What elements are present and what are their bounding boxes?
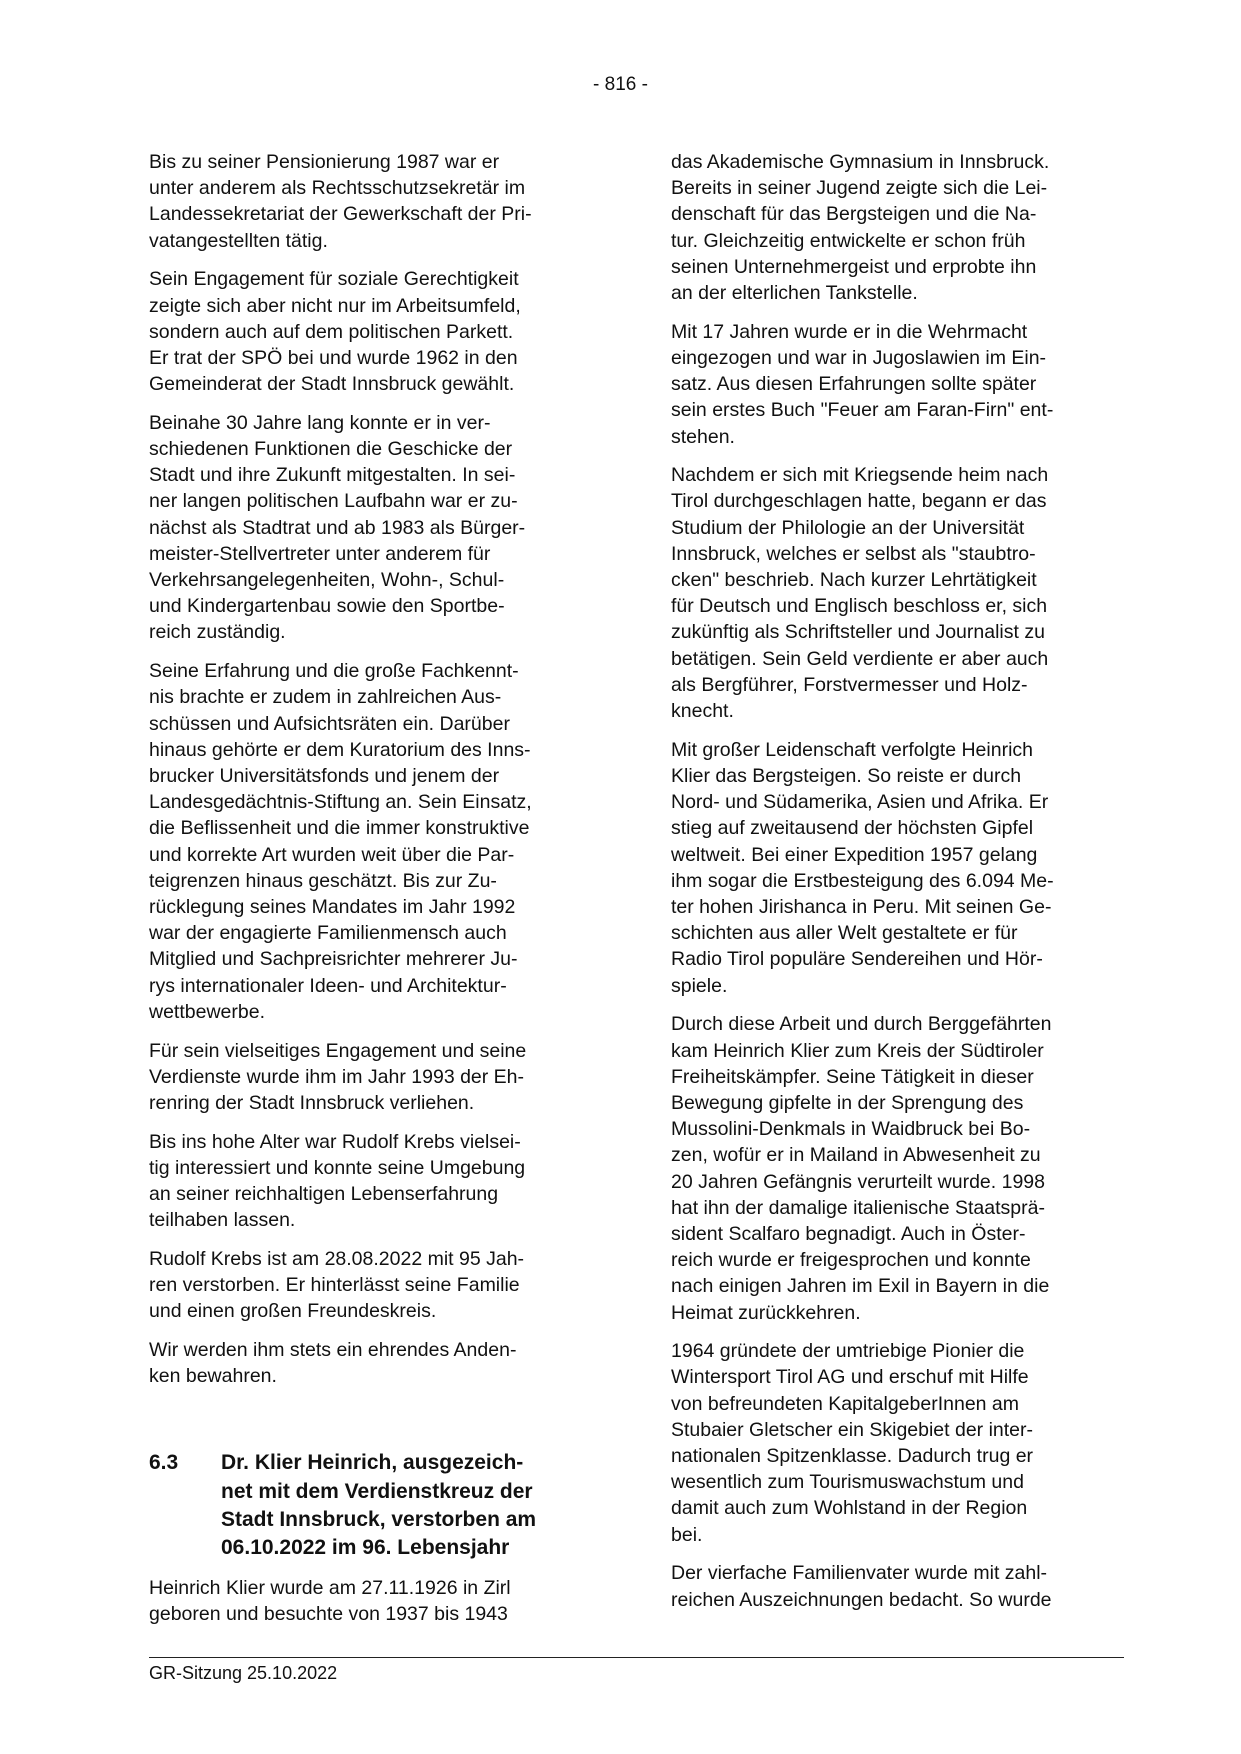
paragraph — [149, 1246, 599, 1325]
footer-divider — [149, 1657, 1124, 1658]
text-line: für Deutsch und Englisch beschloss er, sich — [671, 595, 1048, 618]
paragraph — [149, 1038, 599, 1117]
paragraph — [149, 266, 599, 397]
text-line: Innsbruck, welches er selbst als "staubtro- — [671, 542, 1036, 565]
text-line: Sein Engagement für soziale Gerechtigkeit — [149, 268, 519, 291]
text-line: zen, wofür er in Mailand in Abwesenheit zu — [671, 1144, 1041, 1167]
text-line: Bis zu seiner Pensionierung 1987 war er — [149, 151, 500, 173]
text-line: Mitglied und Sachpreisrichter mehrerer Ju- — [149, 948, 518, 971]
paragraph — [149, 658, 599, 1025]
text-line: ihm sogar die Erstbesteigung des 6.094 Me- — [671, 869, 1054, 892]
text-line: Tirol durchgeschlagen hatte, begann er das — [671, 490, 1047, 513]
text-line: an der elterlichen Tankstelle. — [671, 282, 918, 305]
text-line: Nachdem er sich mit Kriegsende heim nach — [671, 464, 1049, 487]
text-line: meister-Stellvertreter unter anderem für — [149, 542, 491, 565]
text-line: ner langen politischen Laufbahn war er zu- — [149, 490, 518, 513]
text-line: betätigen. Sein Geld verdiente er aber auch — [671, 647, 1049, 670]
text-line: Wintersport Tirol AG und erschuf mit Hilfe — [671, 1366, 1029, 1389]
paragraph — [671, 737, 1131, 999]
text-line: teigrenzen hinaus geschätzt. Bis zur Zu- — [149, 869, 497, 892]
text-line: wettbewerbe. — [149, 1000, 265, 1023]
text-line: satz. Aus diesen Erfahrungen sollte später — [671, 373, 1037, 396]
text-line: sondern auch auf dem politischen Parkett. — [149, 320, 514, 343]
text-line: damit auch zum Wohlstand in der Region — [671, 1497, 1028, 1520]
text-line: von befreundeten KapitalgeberInnen am — [671, 1392, 1020, 1415]
text-line: und einen großen Freundeskreis. — [149, 1300, 437, 1323]
section-number: 6.3 — [149, 1451, 179, 1475]
text-line: Beinahe 30 Jahre lang konnte er in ver- — [149, 411, 491, 434]
text-line: unter anderem als Rechtsschutzsekretär im — [149, 177, 526, 200]
paragraph — [671, 1011, 1131, 1325]
text-line: zeigte sich aber nicht nur im Arbeitsumfeld, — [149, 294, 521, 317]
text-line: 1964 gründete der umtriebige Pionier die — [671, 1340, 1025, 1363]
text-line: schiedenen Funktionen die Geschicke der — [149, 438, 513, 461]
text-line: Wir werden ihm stets ein ehrendes Anden- — [149, 1339, 517, 1362]
text-line: tur. Gleichzeitig entwickelte er schon früh — [671, 229, 1026, 252]
text-line: sident Scalfaro begnadigt. Auch in Öster- — [671, 1222, 1026, 1245]
paragraph — [149, 149, 599, 254]
text-line: kam Heinrich Klier zum Kreis der Südtiroler — [671, 1039, 1044, 1062]
text-line: stieg auf zweitausend der höchsten Gipfel — [671, 817, 1034, 840]
text-line: Bis ins hohe Alter war Rudolf Krebs vielsei- — [149, 1130, 521, 1153]
text-line: Klier das Bergsteigen. So reiste er durch — [671, 764, 1022, 787]
text-line: Mussolini-Denkmals in Waidbruck bei Bo- — [671, 1118, 1031, 1141]
text-line: Landessekretariat der Gewerkschaft der Pri- — [149, 203, 532, 226]
text-line: nis brachte er zudem in zahlreichen Aus- — [149, 686, 502, 709]
text-line: reichen Auszeichnungen bedacht. So wurde — [671, 1588, 1052, 1611]
text-line: Radio Tirol populäre Sendereihen und Hör- — [671, 948, 1043, 971]
text-line: Durch diese Arbeit und durch Berggefährten — [671, 1013, 1052, 1036]
text-line: Freiheitskämpfer. Seine Tätigkeit in dieser — [671, 1065, 1034, 1088]
text-line: denschaft für das Bergsteigen und die Na- — [671, 203, 1037, 226]
text-line: hat ihn der damalige italienische Staatsprä- — [671, 1196, 1045, 1219]
paragraph — [149, 1129, 599, 1234]
text-line: die Beflissenheit und die immer konstruktive — [149, 817, 530, 840]
text-line: reich zuständig. — [149, 621, 286, 644]
text-line: war der engagierte Familienmensch auch — [149, 922, 507, 945]
paragraph — [149, 410, 599, 646]
text-line: und korrekte Art wurden weit über die Par- — [149, 843, 515, 866]
text-line: Er trat der SPÖ bei und wurde 1962 in den — [149, 346, 518, 369]
paragraph — [149, 1575, 599, 1627]
text-line: Mit großer Leidenschaft verfolgte Heinrich — [671, 738, 1033, 761]
text-line: Bereits in seiner Jugend zeigte sich die Lei- — [671, 177, 1048, 200]
text-line: Studium der Philologie an der Universität — [671, 516, 1025, 539]
heading-line: 06.10.2022 im 96. Lebensjahr — [221, 1536, 510, 1560]
heading-line: net mit dem Verdienstkreuz der — [221, 1479, 533, 1503]
text-line: an seiner reichhaltigen Lebenserfahrung — [149, 1183, 499, 1206]
text-line: ken bewahren. — [149, 1365, 277, 1388]
right-paragraphs — [671, 149, 1131, 1613]
text-line: ter hohen Jirishanca in Peru. Mit seinen Ge- — [671, 895, 1052, 918]
text-line: 20 Jahren Gefängnis verurteilt wurde. 1998 — [671, 1170, 1045, 1193]
text-line: und Kindergartenbau sowie den Sportbe- — [149, 595, 505, 618]
section-title — [221, 1449, 599, 1562]
right-column — [671, 149, 1131, 1625]
text-line: ren verstorben. Er hinterlässt seine Familie — [149, 1274, 520, 1297]
text-line: nach einigen Jahren im Exil in Bayern in die — [671, 1275, 1050, 1298]
text-line: Mit 17 Jahren wurde er in die Wehrmacht — [671, 320, 1028, 343]
text-line: bei. — [671, 1523, 703, 1546]
text-line: zukünftig als Schriftsteller und Journalist zu — [671, 621, 1045, 644]
text-line: tig interessiert und konnte seine Umgebung — [149, 1156, 526, 1179]
text-line: rys internationaler Ideen- und Architektur- — [149, 974, 507, 997]
text-line: brucker Universitätsfonds und jenem der — [149, 764, 500, 787]
page-number: - 816 - — [593, 74, 648, 95]
text-line: Nord- und Südamerika, Asien und Afrika. Er — [671, 791, 1049, 814]
text-line: nationalen Spitzenklasse. Dadurch trug er — [671, 1445, 1034, 1468]
text-line: schüssen und Aufsichtsräten ein. Darüber — [149, 712, 510, 735]
text-line: Stadt und ihre Zukunft mitgestalten. In sei- — [149, 464, 516, 487]
text-line: spiele. — [671, 974, 728, 997]
text-line: vatangestellten tätig. — [149, 229, 328, 252]
text-line: reich wurde er freigesprochen und konnte — [671, 1249, 1031, 1272]
text-line: teilhaben lassen. — [149, 1209, 296, 1232]
text-line: Verkehrsangelegenheiten, Wohn-, Schul- — [149, 569, 505, 592]
text-line: Bewegung gipfelte in der Sprengung des — [671, 1091, 1024, 1114]
text-line: Seine Erfahrung und die große Fachkennt- — [149, 660, 519, 683]
paragraphs-before-heading — [149, 149, 599, 1389]
text-line: Der vierfache Familienvater wurde mit zahl- — [671, 1562, 1048, 1585]
text-line: cken" beschrieb. Nach kurzer Lehrtätigkeit — [671, 569, 1037, 592]
text-line: Rudolf Krebs ist am 28.08.2022 mit 95 Jah- — [149, 1247, 525, 1270]
text-line: stehen. — [671, 425, 735, 448]
text-line: Landesgedächtnis-Stiftung an. Sein Einsatz, — [149, 791, 532, 814]
paragraph — [671, 462, 1131, 724]
paragraph — [671, 1560, 1131, 1612]
text-line: hinaus gehörte er dem Kuratorium des Inns- — [149, 738, 531, 761]
paragraphs-after-heading — [149, 1575, 599, 1627]
section-heading — [149, 1449, 599, 1562]
text-line: weltweit. Bei einer Expedition 1957 gelang — [671, 843, 1038, 866]
paragraph — [149, 1337, 599, 1389]
text-line: schichten aus aller Welt gestaltete er für — [671, 922, 1018, 945]
left-column — [149, 149, 599, 1640]
text-line: als Bergführer, Forstvermesser und Holz- — [671, 673, 1028, 696]
heading-line: Dr. Klier Heinrich, ausgezeich- — [221, 1451, 524, 1475]
text-line: wesentlich zum Tourismuswachstum und — [671, 1471, 1024, 1494]
text-line: eingezogen und war in Jugoslawien im Ein- — [671, 346, 1047, 369]
text-line: Heinrich Klier wurde am 27.11.1926 in Zirl — [149, 1576, 511, 1599]
text-line: rücklegung seines Mandates im Jahr 1992 — [149, 895, 516, 918]
text-line: Verdienste wurde ihm im Jahr 1993 der Eh- — [149, 1065, 525, 1088]
text-line: das Akademische Gymnasium in Innsbruck. — [671, 151, 1050, 173]
text-line: nächst als Stadtrat und ab 1983 als Bürger- — [149, 516, 526, 539]
text-line: Heimat zurückkehren. — [671, 1301, 861, 1324]
paragraph — [671, 319, 1131, 450]
text-line: Gemeinderat der Stadt Innsbruck gewählt. — [149, 373, 515, 396]
text-line: Für sein vielseitiges Engagement und seine — [149, 1039, 527, 1062]
text-line: sein erstes Buch "Feuer am Faran-Firn" ent- — [671, 399, 1054, 422]
heading-line: Stadt Innsbruck, verstorben am — [221, 1508, 537, 1532]
paragraph — [671, 149, 1131, 306]
text-line: geboren und besuchte von 1937 bis 1943 — [149, 1602, 508, 1625]
paragraph — [671, 1338, 1131, 1548]
text-line: seinen Unternehmergeist und erprobte ihn — [671, 255, 1037, 278]
text-line: renring der Stadt Innsbruck verliehen. — [149, 1091, 475, 1114]
text-line: knecht. — [671, 700, 734, 723]
footer-text: GR-Sitzung 25.10.2022 — [149, 1663, 338, 1683]
text-line: Stubaier Gletscher ein Skigebiet der inter- — [671, 1418, 1034, 1441]
